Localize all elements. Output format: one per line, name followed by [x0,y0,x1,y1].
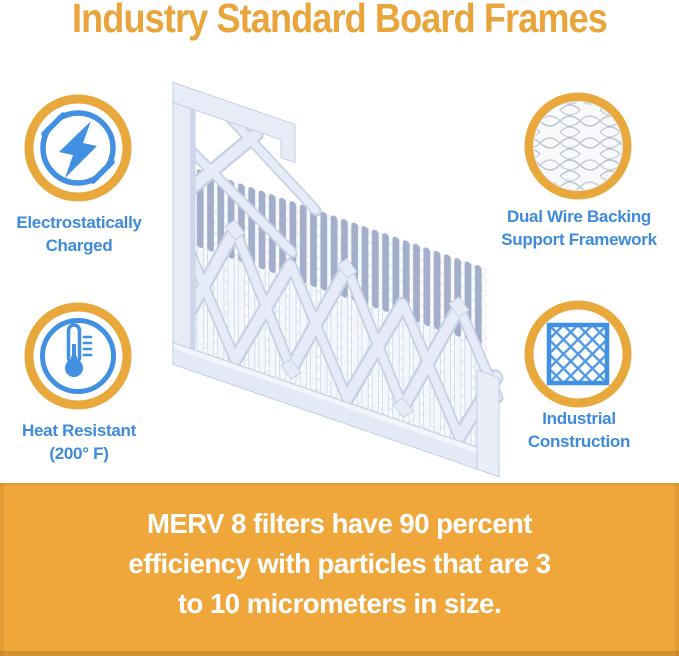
wire-backing-label-line1: Dual Wire Backing [506,207,651,226]
diamond-lattice-icon [520,296,636,412]
industrial-label-line2: Construction [527,432,631,451]
merv-info-line1: MERV 8 filters have 90 percent [147,508,532,539]
heat-resistant-label-line2: (200° F) [49,444,109,463]
page-title: Industry Standard Board Frames [72,0,607,41]
electrostatic-label-line2: Charged [45,236,113,255]
merv-info-text [0,504,679,624]
wire-backing-label-line2: Support Framework [501,230,657,249]
merv-info-banner [0,483,679,656]
heat-resistant-feature-icon [20,298,136,414]
heat-resistant-label-line1: Heat Resistant [22,421,136,440]
filter-right-cap [477,370,499,477]
electrostatic-label-line1: Electrostatically [16,213,142,232]
wire-backing-feature-icon [520,88,636,204]
heat-resistant-label [0,419,158,465]
electrostatic-feature-icon [20,90,136,206]
merv-info-line3: to 10 micrometers in size. [177,588,502,619]
industrial-feature-icon [520,296,636,412]
pleated-air-filter-illustration [150,68,512,488]
wire-backing-label [492,205,666,251]
merv-info-line2: efficiency with particles that are 3 [128,548,551,579]
industrial-label-line1: Industrial [542,409,616,428]
industrial-label [492,407,666,453]
lightning-bolt-icon [20,90,136,206]
electrostatic-label [0,211,158,257]
thermometer-icon [20,298,136,414]
wire-mesh-icon [520,88,636,204]
